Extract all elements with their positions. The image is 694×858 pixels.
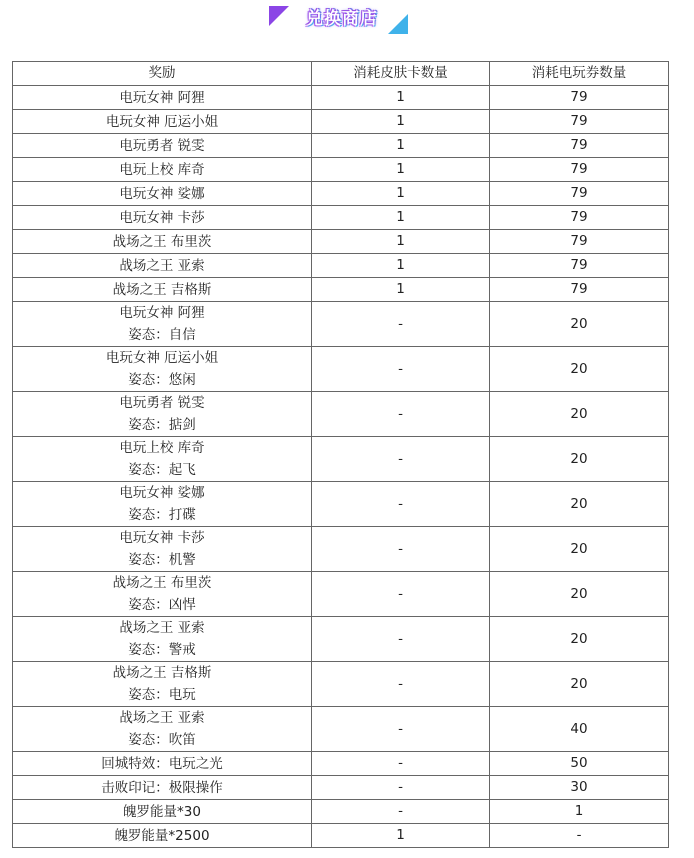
skin-cards-cell: 1 [312, 182, 490, 206]
tickets-cell: 40 [490, 707, 669, 752]
skin-cards-cell: 1 [312, 206, 490, 230]
reward-cell [13, 824, 312, 848]
reward-cell [13, 707, 312, 752]
reward-text: 击败印记：极限操作 [101, 779, 223, 796]
reward-text: 姿态：自信 [128, 327, 196, 343]
table-row [13, 776, 669, 800]
tickets-cell: 79 [490, 158, 669, 182]
table-row [13, 617, 669, 662]
triangle-right-decoration [388, 14, 408, 34]
reward-text: 姿态：吹笛 [128, 732, 196, 748]
reward-text: 电玩勇者 锐雯 [119, 395, 205, 411]
tickets-cell: - [490, 824, 669, 848]
reward-cell [13, 776, 312, 800]
table-row [13, 158, 669, 182]
reward-text: 电玩女神 厄运小姐 [105, 113, 219, 130]
tickets-cell: 1 [490, 800, 669, 824]
reward-text: 回城特效：电玩之光 [101, 755, 223, 772]
skin-cards-cell: - [312, 617, 490, 662]
tickets-cell: 30 [490, 776, 669, 800]
skin-cards-cell: 1 [312, 158, 490, 182]
tickets-cell: 79 [490, 278, 669, 302]
reward-cell [13, 206, 312, 230]
tickets-cell: 20 [490, 527, 669, 572]
reward-cell [13, 437, 312, 482]
reward-text: 战场之王 布里茨 [112, 233, 212, 250]
tickets-cell: 20 [490, 572, 669, 617]
exchange-table [12, 61, 669, 848]
reward-cell [13, 617, 312, 662]
skin-cards-cell: - [312, 392, 490, 437]
reward-cell [13, 230, 312, 254]
reward-text: 魄罗能量*2500 [114, 827, 210, 844]
skin-cards-cell: 1 [312, 110, 490, 134]
reward-text: 电玩女神 卡莎 [119, 530, 205, 546]
column-header-skin-cards: 消耗皮肤卡数量 [312, 62, 490, 86]
tickets-cell: 20 [490, 662, 669, 707]
skin-cards-cell: - [312, 527, 490, 572]
reward-text: 姿态：警戒 [128, 642, 196, 658]
reward-text: 姿态：起飞 [128, 462, 196, 478]
tickets-cell: 20 [490, 437, 669, 482]
tickets-cell: 79 [490, 182, 669, 206]
reward-text: 战场之王 吉格斯 [112, 665, 212, 681]
reward-cell [13, 254, 312, 278]
tickets-cell: 20 [490, 347, 669, 392]
table-row [13, 392, 669, 437]
table-row [13, 206, 669, 230]
skin-cards-cell: - [312, 572, 490, 617]
shop-title: 兑换商店 [306, 9, 378, 29]
reward-cell [13, 527, 312, 572]
reward-text: 姿态：机警 [128, 552, 196, 568]
tickets-cell: 79 [490, 254, 669, 278]
reward-cell [13, 662, 312, 707]
skin-cards-cell: - [312, 662, 490, 707]
table-body [13, 86, 669, 848]
skin-cards-cell: - [312, 776, 490, 800]
reward-text: 姿态：悠闲 [128, 372, 196, 388]
table-row [13, 182, 669, 206]
reward-text: 战场之王 布里茨 [112, 575, 212, 591]
reward-text: 电玩女神 阿狸 [119, 305, 205, 321]
skin-cards-cell: 1 [312, 230, 490, 254]
reward-text: 战场之王 亚索 [119, 710, 205, 726]
table-row [13, 437, 669, 482]
tickets-cell: 79 [490, 134, 669, 158]
table-row [13, 278, 669, 302]
table-row [13, 800, 669, 824]
table-row [13, 302, 669, 347]
reward-text: 电玩女神 娑娜 [119, 485, 205, 501]
table-row [13, 707, 669, 752]
reward-text: 姿态：电玩 [128, 687, 196, 703]
reward-text: 电玩女神 厄运小姐 [105, 350, 219, 366]
reward-text: 姿态：打碟 [128, 507, 196, 523]
reward-text: 电玩女神 卡莎 [119, 209, 205, 226]
reward-cell [13, 278, 312, 302]
reward-cell [13, 158, 312, 182]
skin-cards-cell: 1 [312, 254, 490, 278]
tickets-cell: 79 [490, 110, 669, 134]
table-row [13, 482, 669, 527]
table-row [13, 662, 669, 707]
table-row [13, 824, 669, 848]
tickets-cell: 20 [490, 617, 669, 662]
column-header-tickets: 消耗电玩券数量 [490, 62, 669, 86]
reward-cell [13, 752, 312, 776]
reward-cell [13, 86, 312, 110]
table-row [13, 254, 669, 278]
skin-cards-cell: - [312, 437, 490, 482]
reward-cell [13, 392, 312, 437]
skin-cards-cell: - [312, 482, 490, 527]
skin-cards-cell: - [312, 302, 490, 347]
table-row [13, 347, 669, 392]
reward-text: 电玩上校 库奇 [119, 161, 205, 178]
tickets-cell: 20 [490, 392, 669, 437]
tickets-cell: 50 [490, 752, 669, 776]
reward-cell [13, 182, 312, 206]
table-row [13, 110, 669, 134]
reward-cell [13, 302, 312, 347]
tickets-cell: 79 [490, 86, 669, 110]
reward-cell [13, 572, 312, 617]
table-row [13, 752, 669, 776]
table-row [13, 527, 669, 572]
tickets-cell: 79 [490, 230, 669, 254]
column-header-reward: 奖励 [13, 62, 312, 86]
reward-cell [13, 800, 312, 824]
tickets-cell: 20 [490, 482, 669, 527]
reward-text: 电玩勇者 锐雯 [119, 137, 205, 154]
skin-cards-cell: 1 [312, 824, 490, 848]
reward-text: 战场之王 亚索 [119, 620, 205, 636]
reward-cell [13, 482, 312, 527]
reward-text: 战场之王 亚索 [119, 257, 205, 274]
skin-cards-cell: 1 [312, 86, 490, 110]
skin-cards-cell: 1 [312, 278, 490, 302]
skin-cards-cell: - [312, 347, 490, 392]
page-header [0, 0, 694, 44]
reward-text: 魄罗能量*30 [123, 803, 201, 820]
table-header-row [13, 62, 669, 86]
reward-text: 姿态：掂剑 [128, 417, 196, 433]
tickets-cell: 20 [490, 302, 669, 347]
skin-cards-cell: - [312, 707, 490, 752]
table-row [13, 134, 669, 158]
reward-cell [13, 134, 312, 158]
reward-cell [13, 347, 312, 392]
table-row [13, 86, 669, 110]
table-row [13, 572, 669, 617]
triangle-left-decoration [269, 6, 289, 26]
reward-text: 电玩女神 娑娜 [119, 185, 205, 202]
reward-text: 战场之王 吉格斯 [112, 281, 212, 298]
reward-text: 电玩女神 阿狸 [119, 89, 205, 106]
reward-cell [13, 110, 312, 134]
reward-text: 姿态：凶悍 [128, 597, 196, 613]
skin-cards-cell: - [312, 752, 490, 776]
table-row [13, 230, 669, 254]
tickets-cell: 79 [490, 206, 669, 230]
reward-text: 电玩上校 库奇 [119, 440, 205, 456]
skin-cards-cell: - [312, 800, 490, 824]
skin-cards-cell: 1 [312, 134, 490, 158]
